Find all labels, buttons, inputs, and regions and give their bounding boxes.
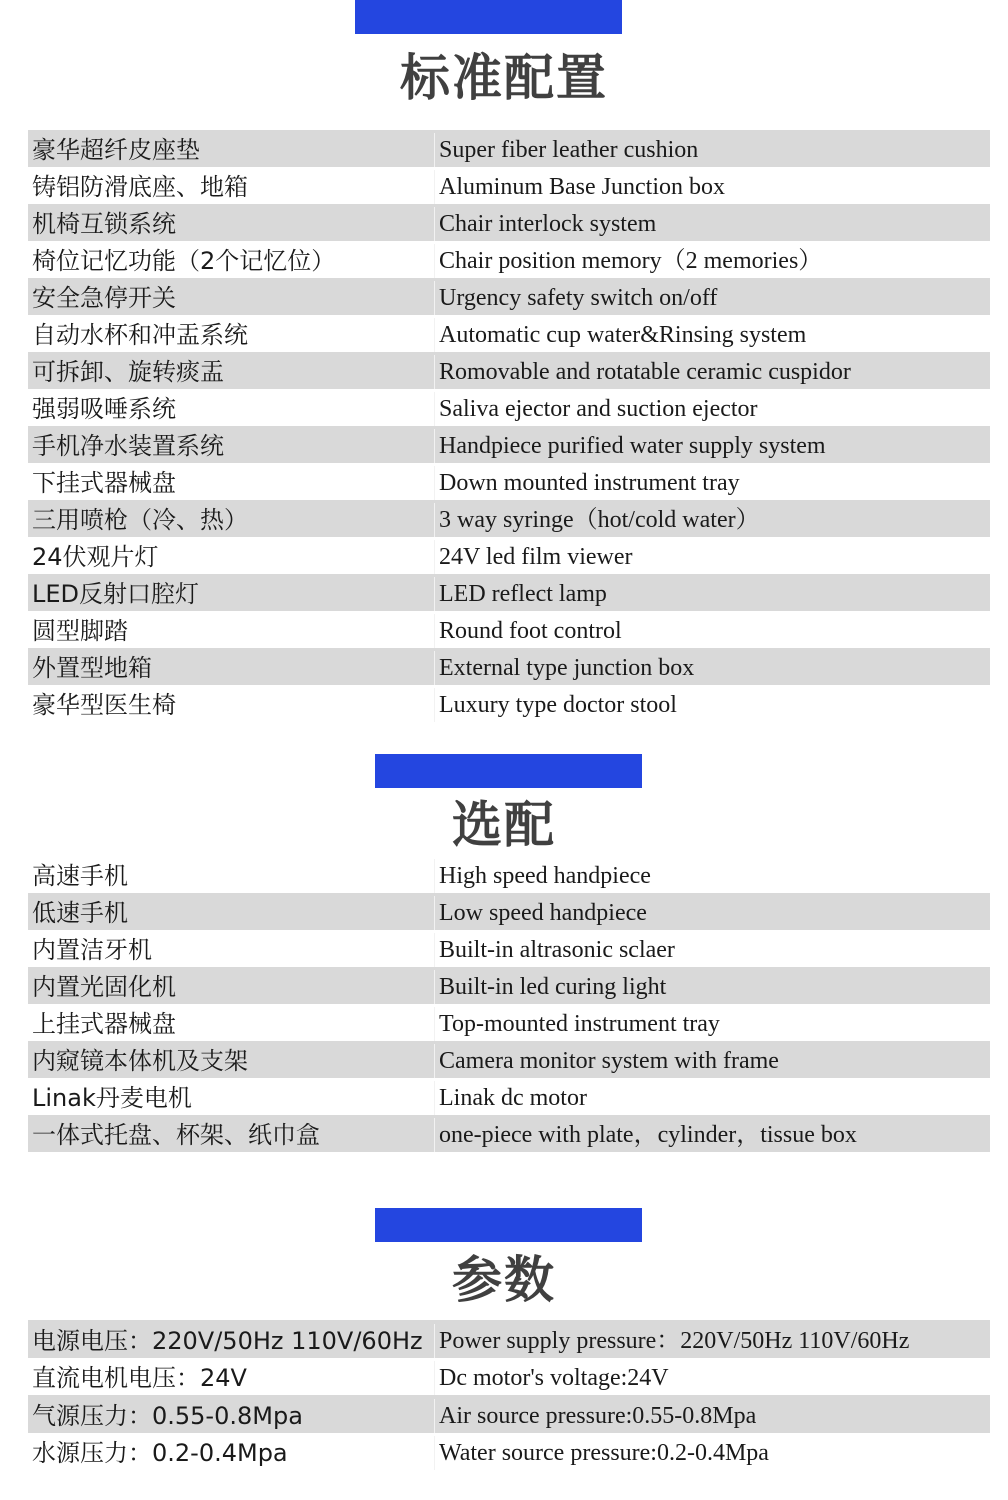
row-label-en: Low speed handpiece — [439, 900, 647, 926]
table-row — [28, 967, 990, 1004]
table-row — [28, 352, 990, 389]
row-label-en: Aluminum Base Junction box — [439, 174, 725, 200]
table-row — [28, 611, 990, 648]
table-row — [28, 130, 990, 167]
table-row — [28, 426, 990, 463]
row-label-cn: 安全急停开关 — [28, 281, 435, 315]
row-label-cn: Linak丹麦电机 — [28, 1081, 435, 1115]
row-label-cn: 机椅互锁系统 — [28, 207, 435, 241]
row-label-en: Urgency safety switch on/off — [439, 285, 718, 311]
row-label-cn: 内窥镜本体机及支架 — [28, 1044, 435, 1078]
row-label-cn: 圆型脚踏 — [28, 614, 435, 648]
table-row — [28, 856, 990, 893]
row-label-cn: 豪华超纤皮座垫 — [28, 133, 435, 167]
table-row — [28, 167, 990, 204]
row-label-cn: 自动水杯和冲盂系统 — [28, 318, 435, 352]
row-label-cn: 外置型地箱 — [28, 651, 435, 685]
row-label-en: Romovable and rotatable ceramic cuspidor — [439, 359, 851, 385]
table-row — [28, 893, 990, 930]
table-row — [28, 500, 990, 537]
table-row — [28, 648, 990, 685]
row-label-en: Down mounted instrument tray — [439, 470, 740, 496]
row-label-en: one-piece with plate，cylinder，tissue box — [439, 1122, 857, 1148]
row-label-en: Dc motor's voltage:24V — [439, 1365, 669, 1391]
table-row — [28, 463, 990, 500]
row-label-en: Saliva ejector and suction ejector — [439, 396, 758, 422]
row-label-en: Camera monitor system with frame — [439, 1048, 779, 1074]
row-label-en: Built-in led curing light — [439, 974, 667, 1000]
table-row — [28, 1358, 990, 1396]
section-title-optional: 选配 — [452, 796, 556, 854]
section-title-standard: 标准配置 — [400, 49, 608, 107]
table-row — [28, 389, 990, 426]
row-label-cn: LED反射口腔灯 — [28, 577, 435, 611]
row-label-en: Chair interlock system — [439, 211, 657, 237]
table-row — [28, 1395, 990, 1433]
row-label-cn: 低速手机 — [28, 896, 435, 930]
row-label-en: Super fiber leather cushion — [439, 137, 699, 163]
table-row — [28, 537, 990, 574]
table-row — [28, 1320, 990, 1358]
row-label-cn: 豪华型医生椅 — [28, 688, 435, 722]
row-label-en: Power supply pressure：220V/50Hz 110V/60Hz — [439, 1327, 910, 1354]
table-row — [28, 1004, 990, 1041]
table-row — [28, 315, 990, 352]
row-label-en: Handpiece purified water supply system — [439, 433, 826, 459]
table-row — [28, 930, 990, 967]
row-label-cn: 内置洁牙机 — [28, 933, 435, 967]
row-label-cn: 水源压力：0.2-0.4Mpa — [28, 1436, 435, 1470]
row-label-cn: 可拆卸、旋转痰盂 — [28, 355, 435, 389]
row-label-cn: 电源电压：220V/50Hz 110V/60Hz — [28, 1324, 435, 1358]
row-label-en: Luxury type doctor stool — [439, 692, 677, 718]
row-label-cn: 高速手机 — [28, 859, 435, 893]
row-label-cn: 上挂式器械盘 — [28, 1007, 435, 1041]
table-row — [28, 204, 990, 241]
row-label-en: LED reflect lamp — [439, 581, 607, 607]
row-label-en: Built-in altrasonic sclaer — [439, 937, 675, 963]
table-row — [28, 278, 990, 315]
row-label-cn: 椅位记忆功能（2个记忆位） — [28, 244, 435, 278]
table-row — [28, 1041, 990, 1078]
row-label-en: Water source pressure:0.2-0.4Mpa — [439, 1440, 769, 1466]
row-label-cn: 三用喷枪（冷、热） — [28, 503, 435, 537]
row-label-en: Air source pressure:0.55-0.8Mpa — [439, 1402, 757, 1429]
row-label-cn: 铸铝防滑底座、地箱 — [28, 170, 435, 204]
row-label-cn: 手机净水装置系统 — [28, 429, 435, 463]
row-label-cn: 强弱吸唾系统 — [28, 392, 435, 426]
table-row — [28, 1433, 990, 1471]
row-label-en: 24V led film viewer — [439, 544, 633, 570]
row-label-cn: 气源压力：0.55-0.8Mpa — [28, 1399, 435, 1433]
row-label-cn: 24伏观片灯 — [28, 540, 435, 574]
row-label-cn: 一体式托盘、杯架、纸巾盒 — [28, 1118, 435, 1152]
row-label-cn: 直流电机电压：24V — [28, 1361, 435, 1395]
standard-config-table — [28, 130, 990, 722]
section-title-params: 参数 — [452, 1251, 556, 1309]
table-row — [28, 1115, 990, 1152]
table-row — [28, 574, 990, 611]
row-label-en: Top-mounted instrument tray — [439, 1011, 720, 1037]
row-label-en: 3 way syringe（hot/cold water） — [439, 507, 760, 533]
table-row — [28, 685, 990, 722]
section-bar-standard — [355, 0, 622, 34]
row-label-cn: 内置光固化机 — [28, 970, 435, 1004]
row-label-en: Automatic cup water&Rinsing system — [439, 322, 807, 348]
row-label-en: External type junction box — [439, 655, 695, 681]
row-label-cn: 下挂式器械盘 — [28, 466, 435, 500]
row-label-en: Linak dc motor — [439, 1085, 587, 1111]
params-table — [28, 1320, 990, 1470]
section-bar-optional — [375, 754, 642, 788]
table-row — [28, 241, 990, 278]
row-label-en: High speed handpiece — [439, 863, 651, 889]
section-bar-params — [375, 1208, 642, 1242]
row-label-en: Chair position memory（2 memories） — [439, 248, 823, 274]
optional-config-table — [28, 856, 990, 1152]
table-row — [28, 1078, 990, 1115]
row-label-en: Round foot control — [439, 618, 622, 644]
